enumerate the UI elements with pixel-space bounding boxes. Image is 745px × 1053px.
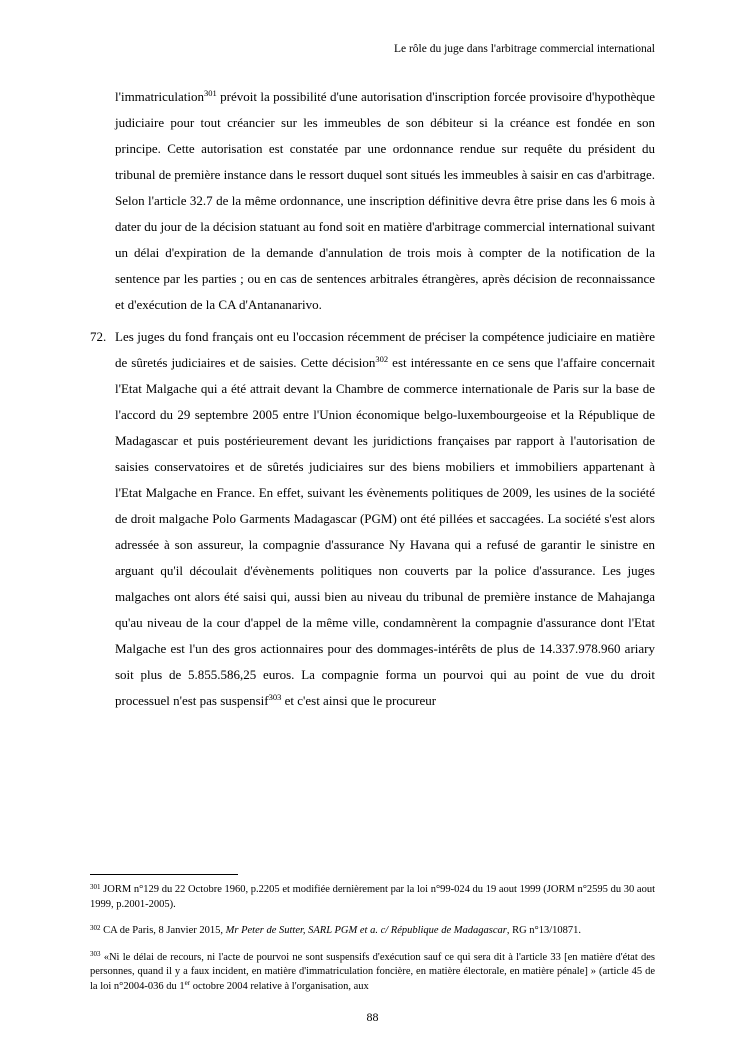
footnote-text: CA de Paris, 8 Janvier 2015,	[100, 925, 226, 936]
footnote-303	[90, 951, 655, 995]
footnote-ref-303: 303	[268, 692, 282, 702]
running-header: Le rôle du juge dans l'arbitrage commercial international	[393, 43, 655, 55]
footnote-number-302: 302	[90, 923, 101, 932]
footnote-separator-rule	[90, 874, 238, 875]
footnote-ref-302: 302	[375, 354, 389, 364]
footnotes-section	[90, 874, 655, 994]
paragraph-text: l'immatriculation	[115, 89, 204, 104]
footnote-ref-301: 301	[204, 88, 217, 98]
paragraph-text: et c'est ainsi que le procureur	[281, 693, 437, 708]
paragraph-text: Les juges du fond français ont eu l'occasion récemment de préciser la compétence judiciaire en matière de sûretés judiciaires et de saisies. Cette décision	[115, 329, 655, 370]
footnote-text: , RG n°13/10871.	[506, 925, 582, 936]
footnote-text: octobre 2004 relative à l'organisation, aux	[190, 980, 369, 992]
case-name-italic: Mr Peter de Sutter, SARL PGM et a. c/ République de Madagascar	[225, 925, 507, 936]
ordinal-superscript: er	[184, 979, 191, 987]
footnote-text: «Ni le délai de recours, ni l'acte de pourvoi ne sont suspensifs d'exécution sauf ce qui sera dit à l'article 33 [en matière d'état des personnes, quand il y a faux incident, en matière d'immatriculation foncière, en matière électorale, en matière pénale] » (article 45 de la loi n°2004-036 du 1	[90, 951, 655, 992]
paragraph-text: prévoit la possibilité d'une autorisation d'inscription forcée provisoire d'hypothèque judiciaire pour tout créancier sur les immeubles de son débiteur si la créance est fondée en son principe. Cette autorisation est constatée par une ordonnance rendue sur requête du président du tribunal de première instance dans le ressort duquel sont situés les immeubles à saisir en cas d'arbitrage. Selon l'article 32.7 de la même ordonnance, une inscription définitive devra être prise dans les 6 mois à dater du jour de la décision statuant au fond soit en matière d'arbitrage commercial international suivant un délai d'expiration de la demande d'annulation de trois mois à compter de la notification de la sentence par les parties ; ou en cas de sentences arbitrales étrangères, après décision de reconnaissance et d'exécution de la CA d'Antananarivo.	[115, 89, 655, 312]
paragraph-text: est intéressante en ce sens que l'affaire concernait l'Etat Malgache qui a été attrait devant la Chambre de commerce internationale de Paris sur la base de l'accord du 29 septembre 2005 entre l'Union économique belgo-luxembourgeoise et la République de Madagascar et puis postérieurement devant les juridictions françaises par rapport à l'autorisation de saisies conservatoires et de sûretés judiciaires sur des biens mobiliers et immobiliers appartenant à l'Etat Malgache en France. En effet, suivant les évènements politiques de 2009, les usines de la société de droit malgache Polo Garments Madagascar (PGM) ont été pillées et saccagées. La société s'est alors adressée à son assureur, la compagnie d'assurance Ny Havana qui a refusé de garantir le sinistre en arguant qu'il découlait d'évènements politiques non couverts par la police d'assurance. Les juges malgaches ont alors été saisi qui, aussi bien au niveau du tribunal de première instance de Mahajanga qu'au niveau de la cour d'appel de la même ville, condamnèrent la compagnie d'assurance dont l'Etat Malgache est l'un des gros actionnaires pour des dommages-intérêts de plus de 14.337.978.960 ariary soit plus de 5.855.586,25 euros. La compagnie forma un pourvoi qui au point de vue du droit processuel n'est pas suspensif	[115, 355, 655, 708]
page-number: 88	[366, 1010, 379, 1024]
body-paragraph-continuation	[115, 84, 655, 318]
footnote-number-301: 301	[90, 882, 101, 891]
footnote-302	[90, 924, 655, 939]
paragraph-number: 72.	[90, 329, 107, 344]
body-paragraph-72	[90, 324, 655, 714]
footnote-301	[90, 883, 655, 912]
page-content	[90, 84, 655, 714]
footnote-text: JORM n°129 du 22 Octobre 1960, p.2205 et modifiée dernièrement par la loi n°99-024 du 19 aout 1999 (JORM n°2595 du 30 aout 1999, p.2001-2005).	[90, 884, 655, 910]
footnote-number-303: 303	[90, 950, 101, 958]
